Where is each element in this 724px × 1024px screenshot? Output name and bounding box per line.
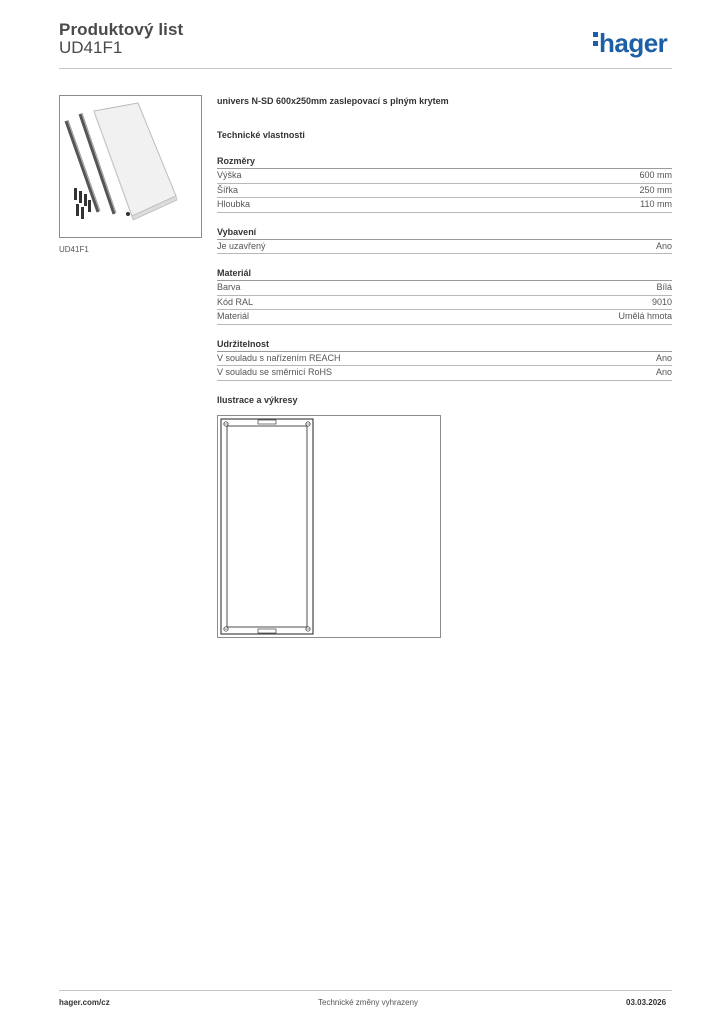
spec-group-equipment bbox=[217, 227, 672, 255]
spec-content bbox=[217, 96, 672, 405]
spec-label: Materiál bbox=[217, 311, 250, 321]
spec-row bbox=[217, 281, 672, 296]
spec-row bbox=[217, 198, 672, 213]
product-image bbox=[59, 95, 202, 238]
section-title-illustrations: Ilustrace a výkresy bbox=[217, 394, 298, 405]
spec-row bbox=[217, 184, 672, 199]
spec-row bbox=[217, 296, 672, 311]
spec-value: Bílá bbox=[656, 282, 672, 292]
spec-label: Kód RAL bbox=[217, 296, 254, 307]
footer-date: 03.03.2026 bbox=[626, 998, 667, 1007]
brand-name: hager bbox=[599, 28, 668, 58]
spec-label: Výška bbox=[217, 170, 242, 180]
group-title: Materiál bbox=[217, 268, 672, 281]
spec-label: Je uzavřený bbox=[217, 240, 266, 251]
spec-row bbox=[217, 169, 672, 184]
spec-group-sustainability bbox=[217, 339, 672, 381]
spec-label: Barva bbox=[217, 282, 241, 292]
panel-drawing-icon bbox=[218, 416, 440, 637]
header-divider bbox=[59, 68, 672, 69]
spec-label: Hloubka bbox=[217, 199, 251, 209]
spec-label: V souladu s nařízením REACH bbox=[217, 352, 341, 363]
spec-value: Ano bbox=[655, 240, 672, 251]
spec-row bbox=[217, 352, 672, 367]
footer-divider bbox=[59, 990, 672, 991]
spec-label: Šířka bbox=[217, 184, 239, 195]
brand-logo bbox=[593, 28, 667, 59]
spec-value: 9010 bbox=[651, 296, 672, 307]
group-title: Udržitelnost bbox=[217, 339, 672, 352]
spec-value: Ano bbox=[655, 352, 672, 363]
technical-drawing bbox=[217, 415, 441, 638]
logo-dots-icon bbox=[593, 32, 599, 50]
spec-row bbox=[217, 310, 672, 325]
product-code: UD41F1 bbox=[59, 38, 123, 57]
group-title: Rozměry bbox=[217, 156, 672, 169]
spec-value: Umělá hmota bbox=[618, 311, 672, 321]
spec-row bbox=[217, 366, 672, 381]
group-title: Vybavení bbox=[217, 227, 672, 240]
spec-value: 250 mm bbox=[639, 184, 672, 195]
spec-value: 600 mm bbox=[639, 170, 672, 180]
spec-value: Ano bbox=[655, 367, 672, 377]
footer-note: Technické změny vyhrazeny bbox=[318, 998, 419, 1007]
product-description: univers N-SD 600x250mm zaslepovací s plným krytem bbox=[217, 96, 449, 106]
footer-website-link[interactable]: hager.com/cz bbox=[59, 998, 110, 1007]
spec-value: 110 mm bbox=[640, 199, 672, 209]
spec-row bbox=[217, 240, 672, 255]
image-caption: UD41F1 bbox=[59, 245, 89, 254]
spec-label: V souladu se směrnicí RoHS bbox=[217, 367, 333, 377]
section-title-technical: Technické vlastnosti bbox=[217, 130, 305, 140]
spec-group-dimensions bbox=[217, 156, 672, 213]
product-photo-icon bbox=[60, 96, 201, 237]
page-title: Produktový list bbox=[59, 20, 184, 39]
spec-group-material bbox=[217, 268, 672, 325]
